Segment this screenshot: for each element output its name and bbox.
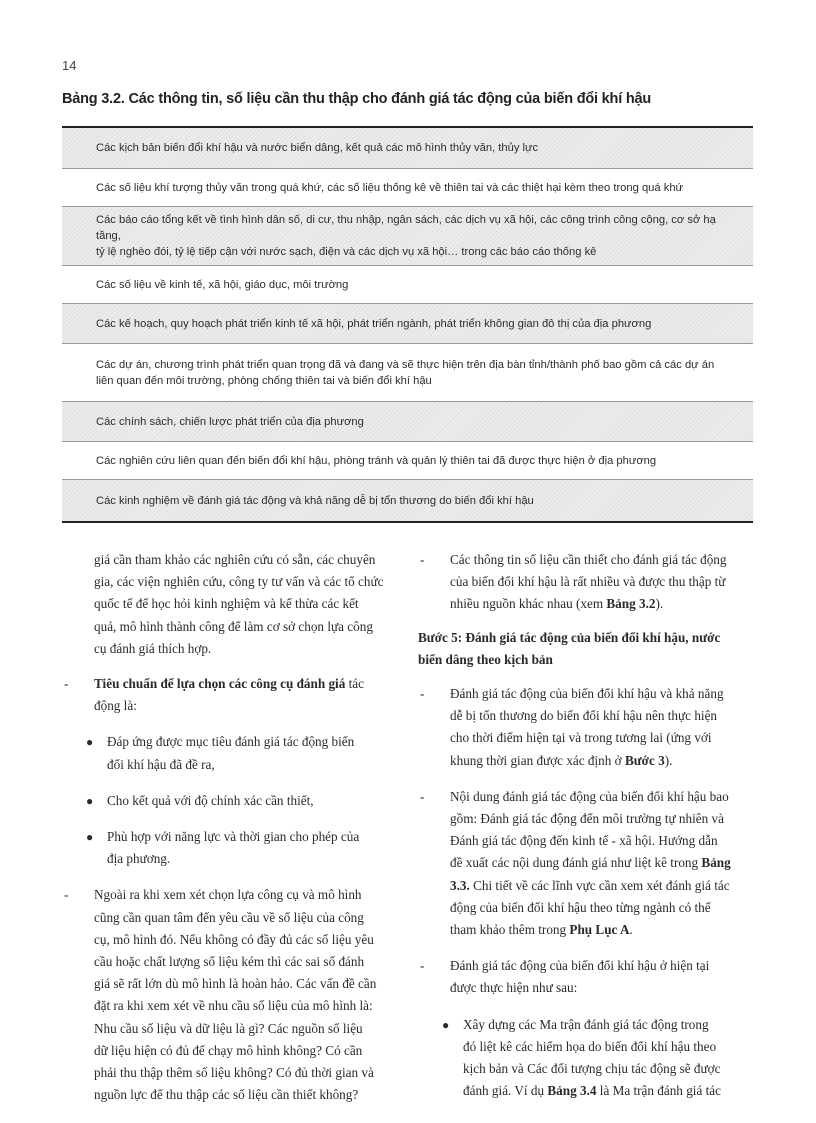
dash-marker: - — [420, 788, 425, 804]
row-text: Các kinh nghiệm về đánh giá tác động và khả năng dễ bị tổn thương do biến đổi khí hậu — [96, 494, 534, 507]
bullet-item: ● Đáp ứng được mục tiêu đánh giá tác động biến đổi khí hậu đã đề ra, — [62, 731, 406, 775]
row-text: Các dự án, chương trình phát triển quan trọng đã và đang và sẽ thực hiện trên địa bàn tỉnh/thành phố bao gồm cả các dự án liên quan đến môi trường, phòng chống thiên tai và biến đổi khí hậu — [96, 358, 715, 387]
current-assessment-item: - Đánh giá tác động của biến đổi khí hậu ở hiện tại được thực hiện như sau: — [418, 955, 758, 999]
row-text: Các kịch bản biến đổi khí hậu và nước biển dâng, kết quả các mô hình thủy văn, thủy lực — [96, 142, 539, 154]
row-text: Các số liệu khí tượng thủy văn trong quá khứ, các số liệu thống kê về thiên tai và các thiệt hại kèm theo trong quá khứ — [96, 181, 684, 194]
table-row — [62, 441, 753, 479]
table-row — [62, 401, 753, 441]
row-text: Các nghiên cứu liên quan đến biến đổi khí hậu, phòng tránh và quản lý thiên tai đã được thực hiện ở địa phương — [96, 454, 657, 467]
dash-marker: - — [64, 887, 69, 903]
row-text: Các chính sách, chiến lược phát triển của địa phương — [96, 415, 364, 428]
dash-marker: - — [420, 686, 425, 702]
dash-marker: - — [420, 958, 425, 974]
left-column — [62, 549, 406, 1106]
row-text: Các số liệu về kinh tế, xã hội, giáo dục, môi trường — [96, 278, 349, 291]
step-heading: Bước 5: Đánh giá tác động của biến đổi khí hậu, nước biển dâng theo kịch bản — [418, 629, 721, 667]
right-column — [418, 549, 758, 1102]
row-text: Các báo cáo tổng kết về tình hình dân số, di cư, thu nhập, ngân sách, các dịch vụ xã hội, các công trình công cộng, cơ sở hạ tầng, tỷ lệ nghèo đói, tỷ lệ tiếp cận với nước sạch, điện và các dịch vụ xã hội… trong các báo cáo thống kê — [96, 214, 716, 258]
bullet-icon: ● — [86, 830, 94, 845]
table-row — [62, 168, 753, 206]
bullet-icon: ● — [86, 735, 94, 750]
content-item: - Nội dung đánh giá tác động của biến đổi khí hậu bao gồm: Đánh giá tác động đến môi trường tự nhiên và Đánh giá tác động đến kinh tế - xã hội. Hướng dẫn đề xuất các nội dung đánh giá như liệt kê trong Bảng 3.3. Chi tiết về các lĩnh vực cần xem xét đánh giá tác động của biến đổi khí hậu theo từng ngành có thể tham khảo thêm trong Phụ Lục A. — [418, 786, 758, 941]
info-item: - Các thông tin số liệu cần thiết cho đánh giá tác động của biến đổi khí hậu là rất nhiều và được thu thập từ nhiều nguồn khác nhau (xem Bảng 3.2). — [418, 549, 758, 616]
table-title: Bảng 3.2. Các thông tin, số liệu cần thu thập cho đánh giá tác động của biến đổi khí hậu — [62, 91, 652, 107]
bullet-item: ● Cho kết quả với độ chính xác cần thiết, — [62, 790, 406, 812]
table-row — [62, 128, 753, 168]
bullet-item: ● Phù hợp với năng lực và thời gian cho phép của địa phương. — [62, 826, 406, 870]
data-table — [62, 126, 753, 523]
bullet-icon: ● — [86, 793, 94, 808]
table-row — [62, 303, 753, 343]
table-row — [62, 479, 753, 521]
assessment-item: - Đánh giá tác động của biến đổi khí hậu và khả năng dễ bị tổn thương do biến đổi khí hậu nên thực hiện cho thời điểm hiện tại và trong tương lai (ứng với khung thời gian được xác định ở Bước 3). — [418, 683, 758, 772]
table-row — [62, 265, 753, 303]
row-text: Các kế hoạch, quy hoạch phát triển kinh tế xã hội, phát triển ngành, phát triển không gian đô thị của địa phương — [96, 317, 652, 330]
bullet-icon: ● — [442, 1017, 450, 1032]
table-row — [62, 343, 753, 401]
dash-marker: - — [420, 552, 425, 567]
bullet-item: ● Xây dựng các Ma trận đánh giá tác động trong đó liệt kê các hiểm họa do biến đổi khí hậu theo kịch bản và Các đối tượng chịu tác động sẽ được đánh giá. Ví dụ Bảng 3.4 là Ma trận đánh giá tác — [418, 1014, 758, 1103]
dash-marker: - — [64, 676, 69, 692]
further-item: - Ngoài ra khi xem xét chọn lựa công cụ và mô hình cũng cần quan tâm đến yêu cầu về số liệu của công cụ, mô hình đó. Nếu không có đầy đủ các số liệu yêu cầu hoặc chất lượng số liệu kém thì các sai số đánh giá sẽ rất lớn dù mô hình là hoàn hảo. Các vấn đề cần đặt ra khi xem xét về nhu cầu số liệu của mô hình là: Nhu cầu số liệu và dữ liệu là gì? Các nguồn số liệu dữ liệu hiện có đủ để chạy mô hình không? Có cần phải thu thập thêm số liệu không? Có đủ thời gian và nguồn lực để thu thập các số liệu cần thiết không? — [62, 884, 406, 1106]
table-row — [62, 206, 753, 265]
criteria-item: - Tiêu chuẩn để lựa chọn các công cụ đánh giá tác động là: — [62, 673, 406, 717]
page-number: 14 — [62, 58, 77, 73]
intro-paragraph: giá cần tham khảo các nghiên cứu có sẵn, các chuyên gia, các viện nghiên cứu, công ty tư vấn và các tổ chức quốc tế để học hỏi kinh nghiệm và kế thừa các kết quả, mô hình thành công để làm cơ sở chọn lựa công cụ đánh giá thích hợp. — [94, 552, 384, 656]
